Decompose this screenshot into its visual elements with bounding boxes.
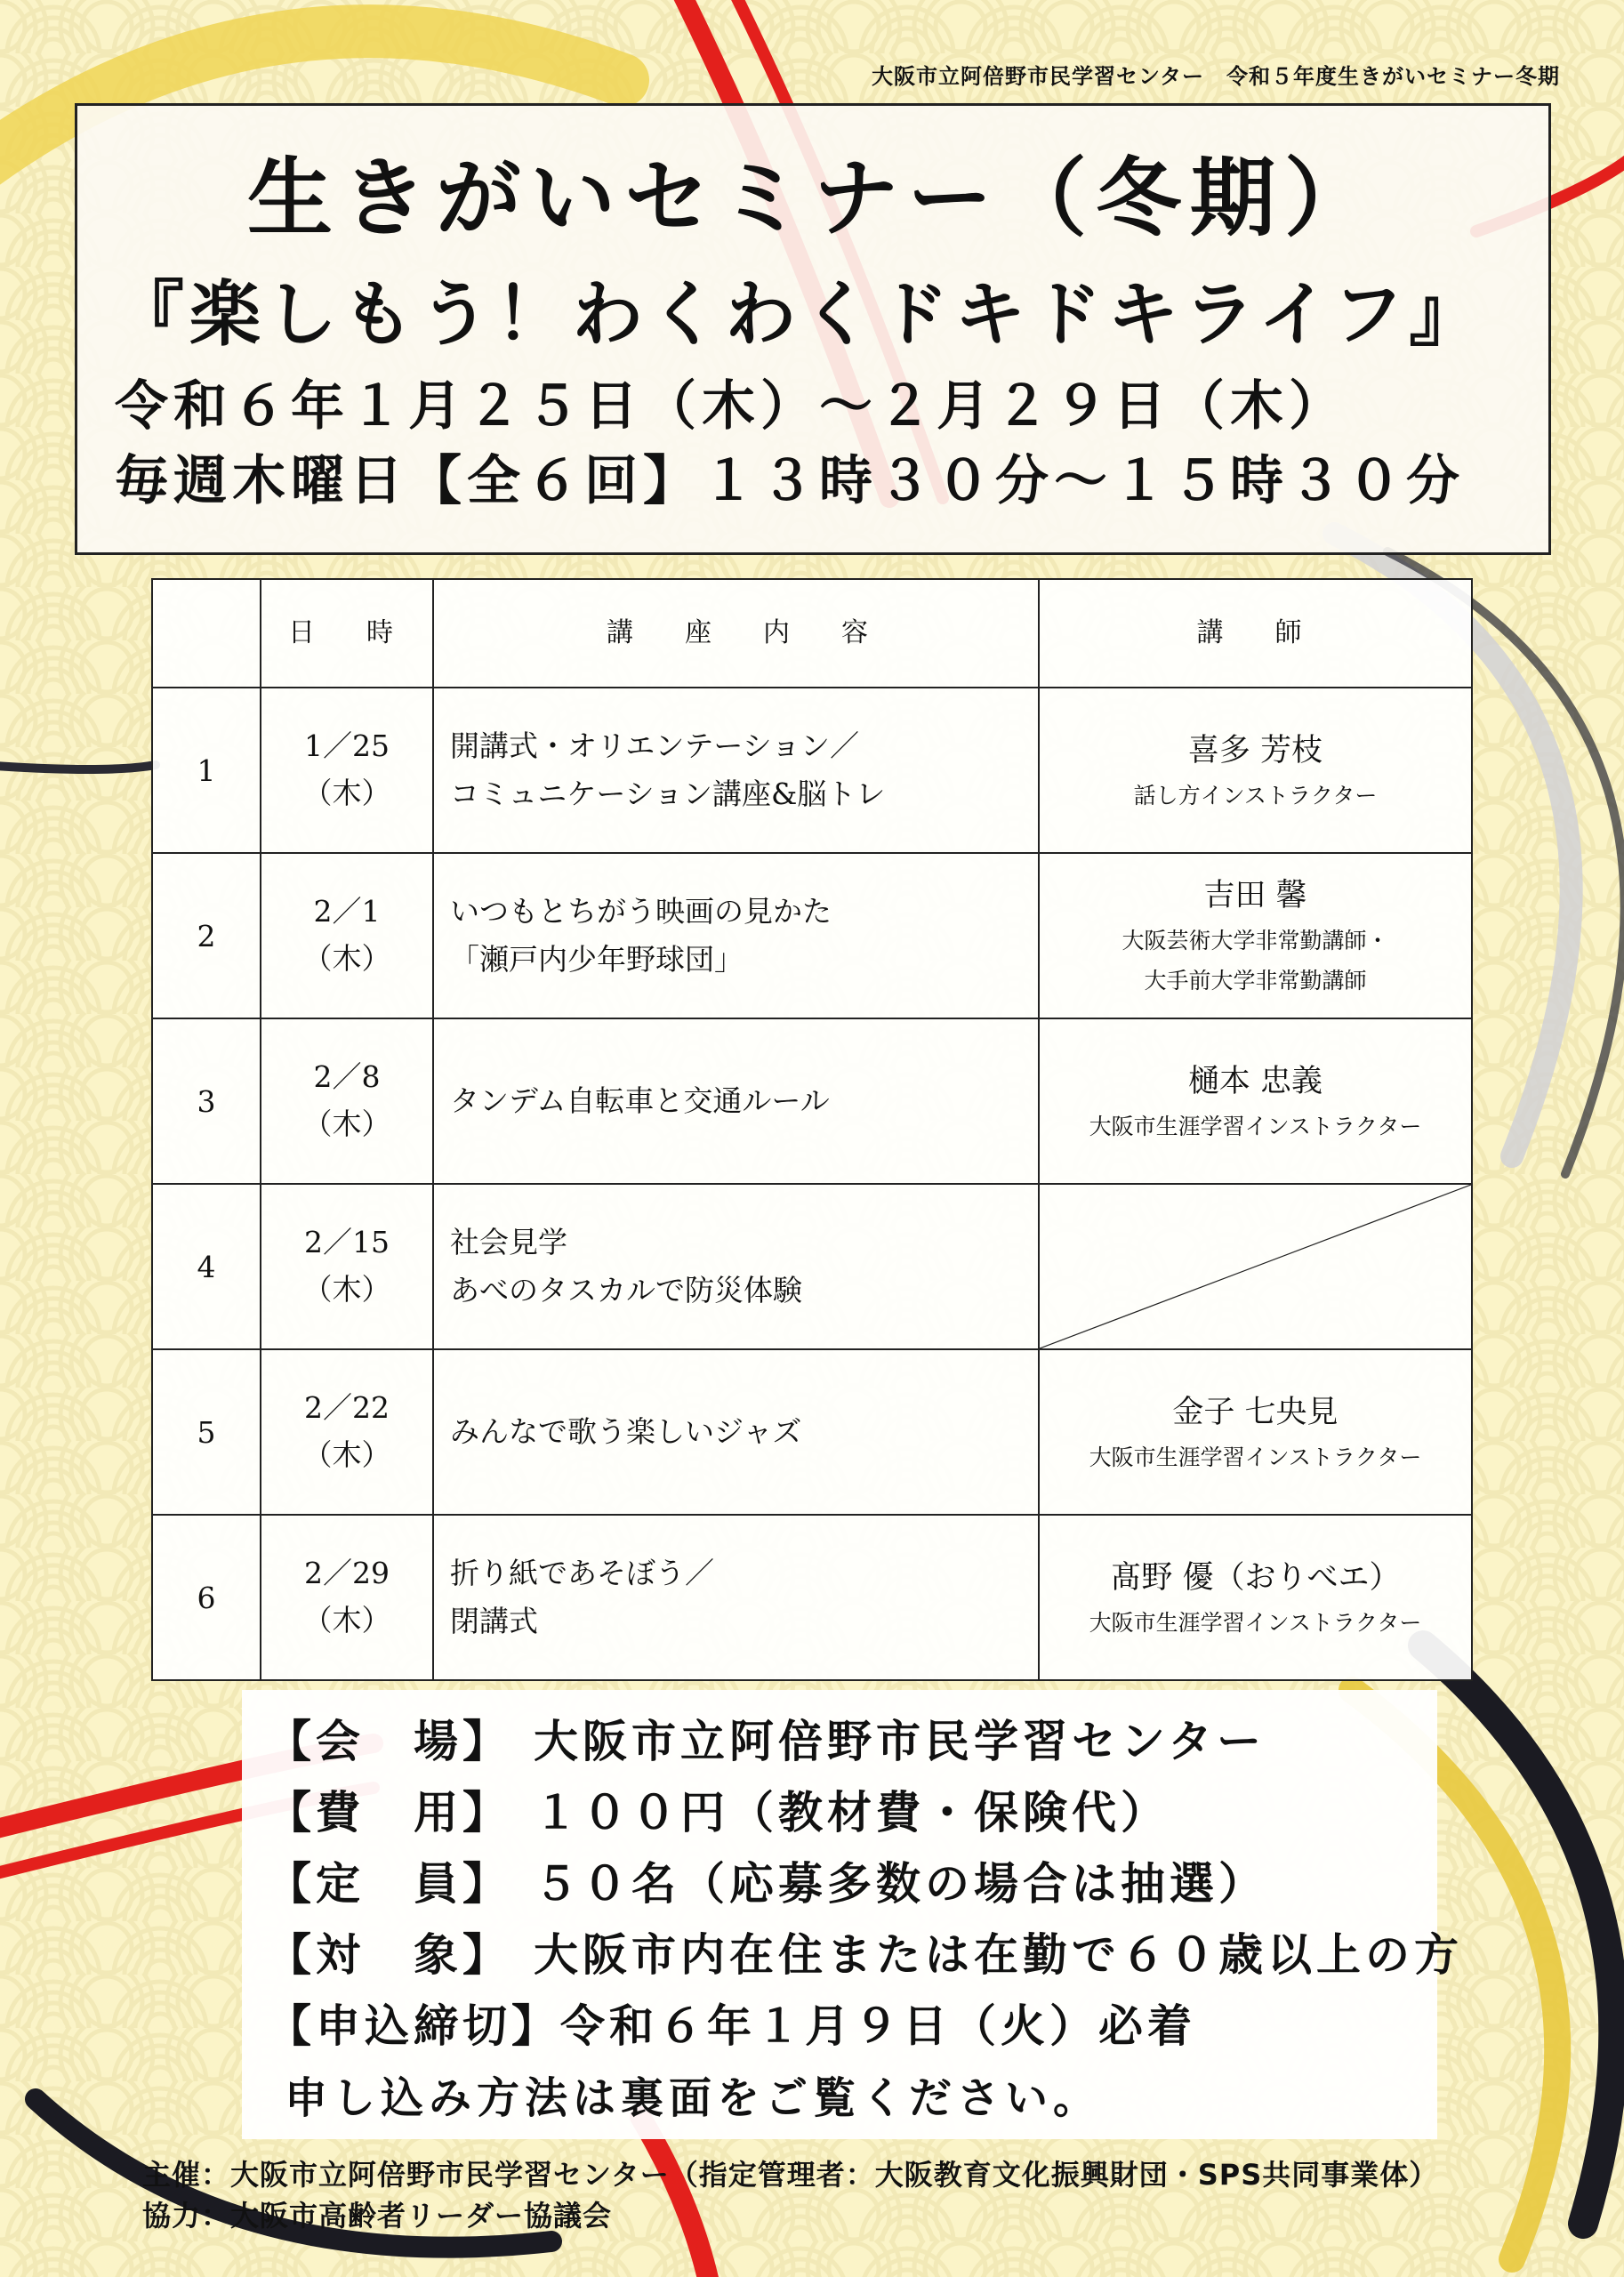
instructor-name: 金子 七央見	[1172, 1394, 1339, 1430]
venue-row	[267, 1706, 1412, 1777]
session-content	[433, 1184, 1039, 1349]
content-line: タンデム自転車と交通ルール	[450, 1082, 830, 1118]
content-line: みんなで歌う楽しいジャズ	[450, 1413, 802, 1449]
deadline-label: 【申込締切】	[267, 2000, 560, 2052]
seminar-weekly-schedule: 毎週木曜日【全６回】１３時３０分～１５時３０分	[115, 450, 1465, 512]
content-line: コミュニケーション講座&脳トレ	[450, 776, 886, 811]
table-row	[152, 688, 1472, 853]
no-instructor-cell	[1039, 1184, 1472, 1349]
instructor-name: 髙野 優（おりべエ）	[1110, 1559, 1401, 1596]
instructor-name: 吉田 馨	[1203, 878, 1307, 913]
content-line: いつもとちがう映画の見かた	[450, 893, 832, 929]
session-instructor	[1039, 1349, 1472, 1515]
session-number: 6	[152, 1515, 261, 1680]
date-text: 2／29	[304, 1556, 390, 1591]
target-value: 大阪市内在住または在勤で６０歳以上の方	[534, 1929, 1463, 1981]
day-text: （木）	[302, 1272, 391, 1307]
session-content	[433, 853, 1039, 1018]
instructor-title: 大阪市生涯学習インストラクター	[1089, 1609, 1422, 1636]
date-text: 2／15	[304, 1225, 390, 1260]
date-text: 2／8	[313, 1059, 381, 1095]
header-content: 講 座 内 容	[433, 579, 1039, 688]
content-line: 「瀬戸内少年野球団」	[450, 942, 744, 977]
table-row	[152, 1018, 1472, 1184]
day-text: （木）	[302, 1603, 391, 1637]
venue-label: 【会 場】	[267, 1716, 511, 1767]
date-text: 2／22	[304, 1390, 390, 1426]
session-number: 2	[152, 853, 261, 1018]
session-content	[433, 1349, 1039, 1515]
instructor-title: 大阪市生涯学習インストラクター	[1089, 1113, 1422, 1139]
diagonal-slash	[1040, 1185, 1471, 1348]
content-line: 折り紙であそぼう／	[450, 1555, 714, 1590]
instructor-name: 樋本 忠義	[1187, 1063, 1323, 1099]
session-number: 5	[152, 1349, 261, 1515]
session-instructor	[1039, 853, 1472, 1018]
session-date	[261, 853, 433, 1018]
instructor-title: 話し方インストラクター	[1133, 782, 1378, 809]
table-row	[152, 1515, 1472, 1680]
day-text: （木）	[302, 1106, 391, 1141]
deadline-value: 令和６年１月９日（火）必着	[560, 2000, 1196, 2052]
instructor-name: 喜多 芳枝	[1187, 732, 1323, 768]
organizer-line: 主催：大阪市立阿倍野市民学習センター（指定管理者：大阪教育文化振興財団・SPS共同事業体）	[142, 2158, 1439, 2192]
date-text: 2／1	[313, 894, 381, 929]
day-text: （木）	[302, 776, 391, 810]
session-date	[261, 1515, 433, 1680]
fee-value: １００円（教材費・保険代）	[534, 1787, 1170, 1838]
venue-value: 大阪市立阿倍野市民学習センター	[534, 1716, 1266, 1767]
day-text: （木）	[302, 1437, 391, 1472]
header-instructor: 講 師	[1039, 579, 1472, 688]
header-caption: 大阪市立阿倍野市民学習センター 令和５年度生きがいセミナー冬期	[871, 64, 1560, 89]
fee-label: 【費 用】	[267, 1787, 511, 1838]
target-label: 【対 象】	[267, 1929, 511, 1981]
capacity-row	[267, 1848, 1412, 1919]
session-date	[261, 688, 433, 853]
seminar-title: 生きがいセミナー（冬期）	[247, 149, 1379, 248]
capacity-value: ５０名（応募多数の場合は抽選）	[534, 1858, 1267, 1910]
content-line: あべのタスカルで防災体験	[450, 1273, 802, 1307]
capacity-label: 【定 員】	[267, 1858, 511, 1910]
session-number: 4	[152, 1184, 261, 1349]
title-panel	[75, 103, 1551, 555]
application-note: 申し込み方法は裏面をご覧ください。	[285, 2073, 1102, 2123]
instructor-title: 大阪市生涯学習インストラクター	[1089, 1444, 1422, 1470]
seminar-dates: 令和６年１月２５日（木）～２月２９日（木）	[115, 375, 1347, 438]
content-line: 社会見学	[450, 1224, 567, 1259]
instructor-title: 大阪芸術大学非常勤講師・	[1122, 928, 1389, 953]
header-date: 日 時	[261, 579, 433, 688]
session-instructor	[1039, 688, 1472, 853]
instructor-title: 大手前大学非常勤講師	[1144, 968, 1367, 994]
session-instructor	[1039, 1018, 1472, 1184]
content-line: 閉講式	[450, 1604, 538, 1638]
fee-row	[267, 1777, 1412, 1848]
header-no	[152, 579, 261, 688]
session-date	[261, 1018, 433, 1184]
session-content	[433, 1018, 1039, 1184]
table-row	[152, 1349, 1472, 1515]
session-instructor	[1039, 1515, 1472, 1680]
table-row	[152, 853, 1472, 1018]
session-number: 3	[152, 1018, 261, 1184]
day-text: （木）	[302, 941, 391, 976]
table-row	[152, 1184, 1472, 1349]
cooperation-line: 協力：大阪市高齢者リーダー協議会	[142, 2199, 613, 2233]
session-date	[261, 1349, 433, 1515]
content-line: 開講式・オリエンテーション／	[450, 728, 860, 763]
session-content	[433, 688, 1039, 853]
target-row	[267, 1919, 1463, 1991]
schedule-table	[151, 578, 1473, 1681]
date-text: 1／25	[304, 728, 390, 764]
deadline-row	[267, 1991, 1412, 2062]
info-panel	[242, 1690, 1463, 2139]
session-date	[261, 1184, 433, 1349]
seminar-subtitle: 『楽しもう！わくわくドキドキライフ』	[113, 273, 1486, 356]
session-content	[433, 1515, 1039, 1680]
session-number: 1	[152, 688, 261, 853]
table-header-row	[152, 579, 1472, 688]
